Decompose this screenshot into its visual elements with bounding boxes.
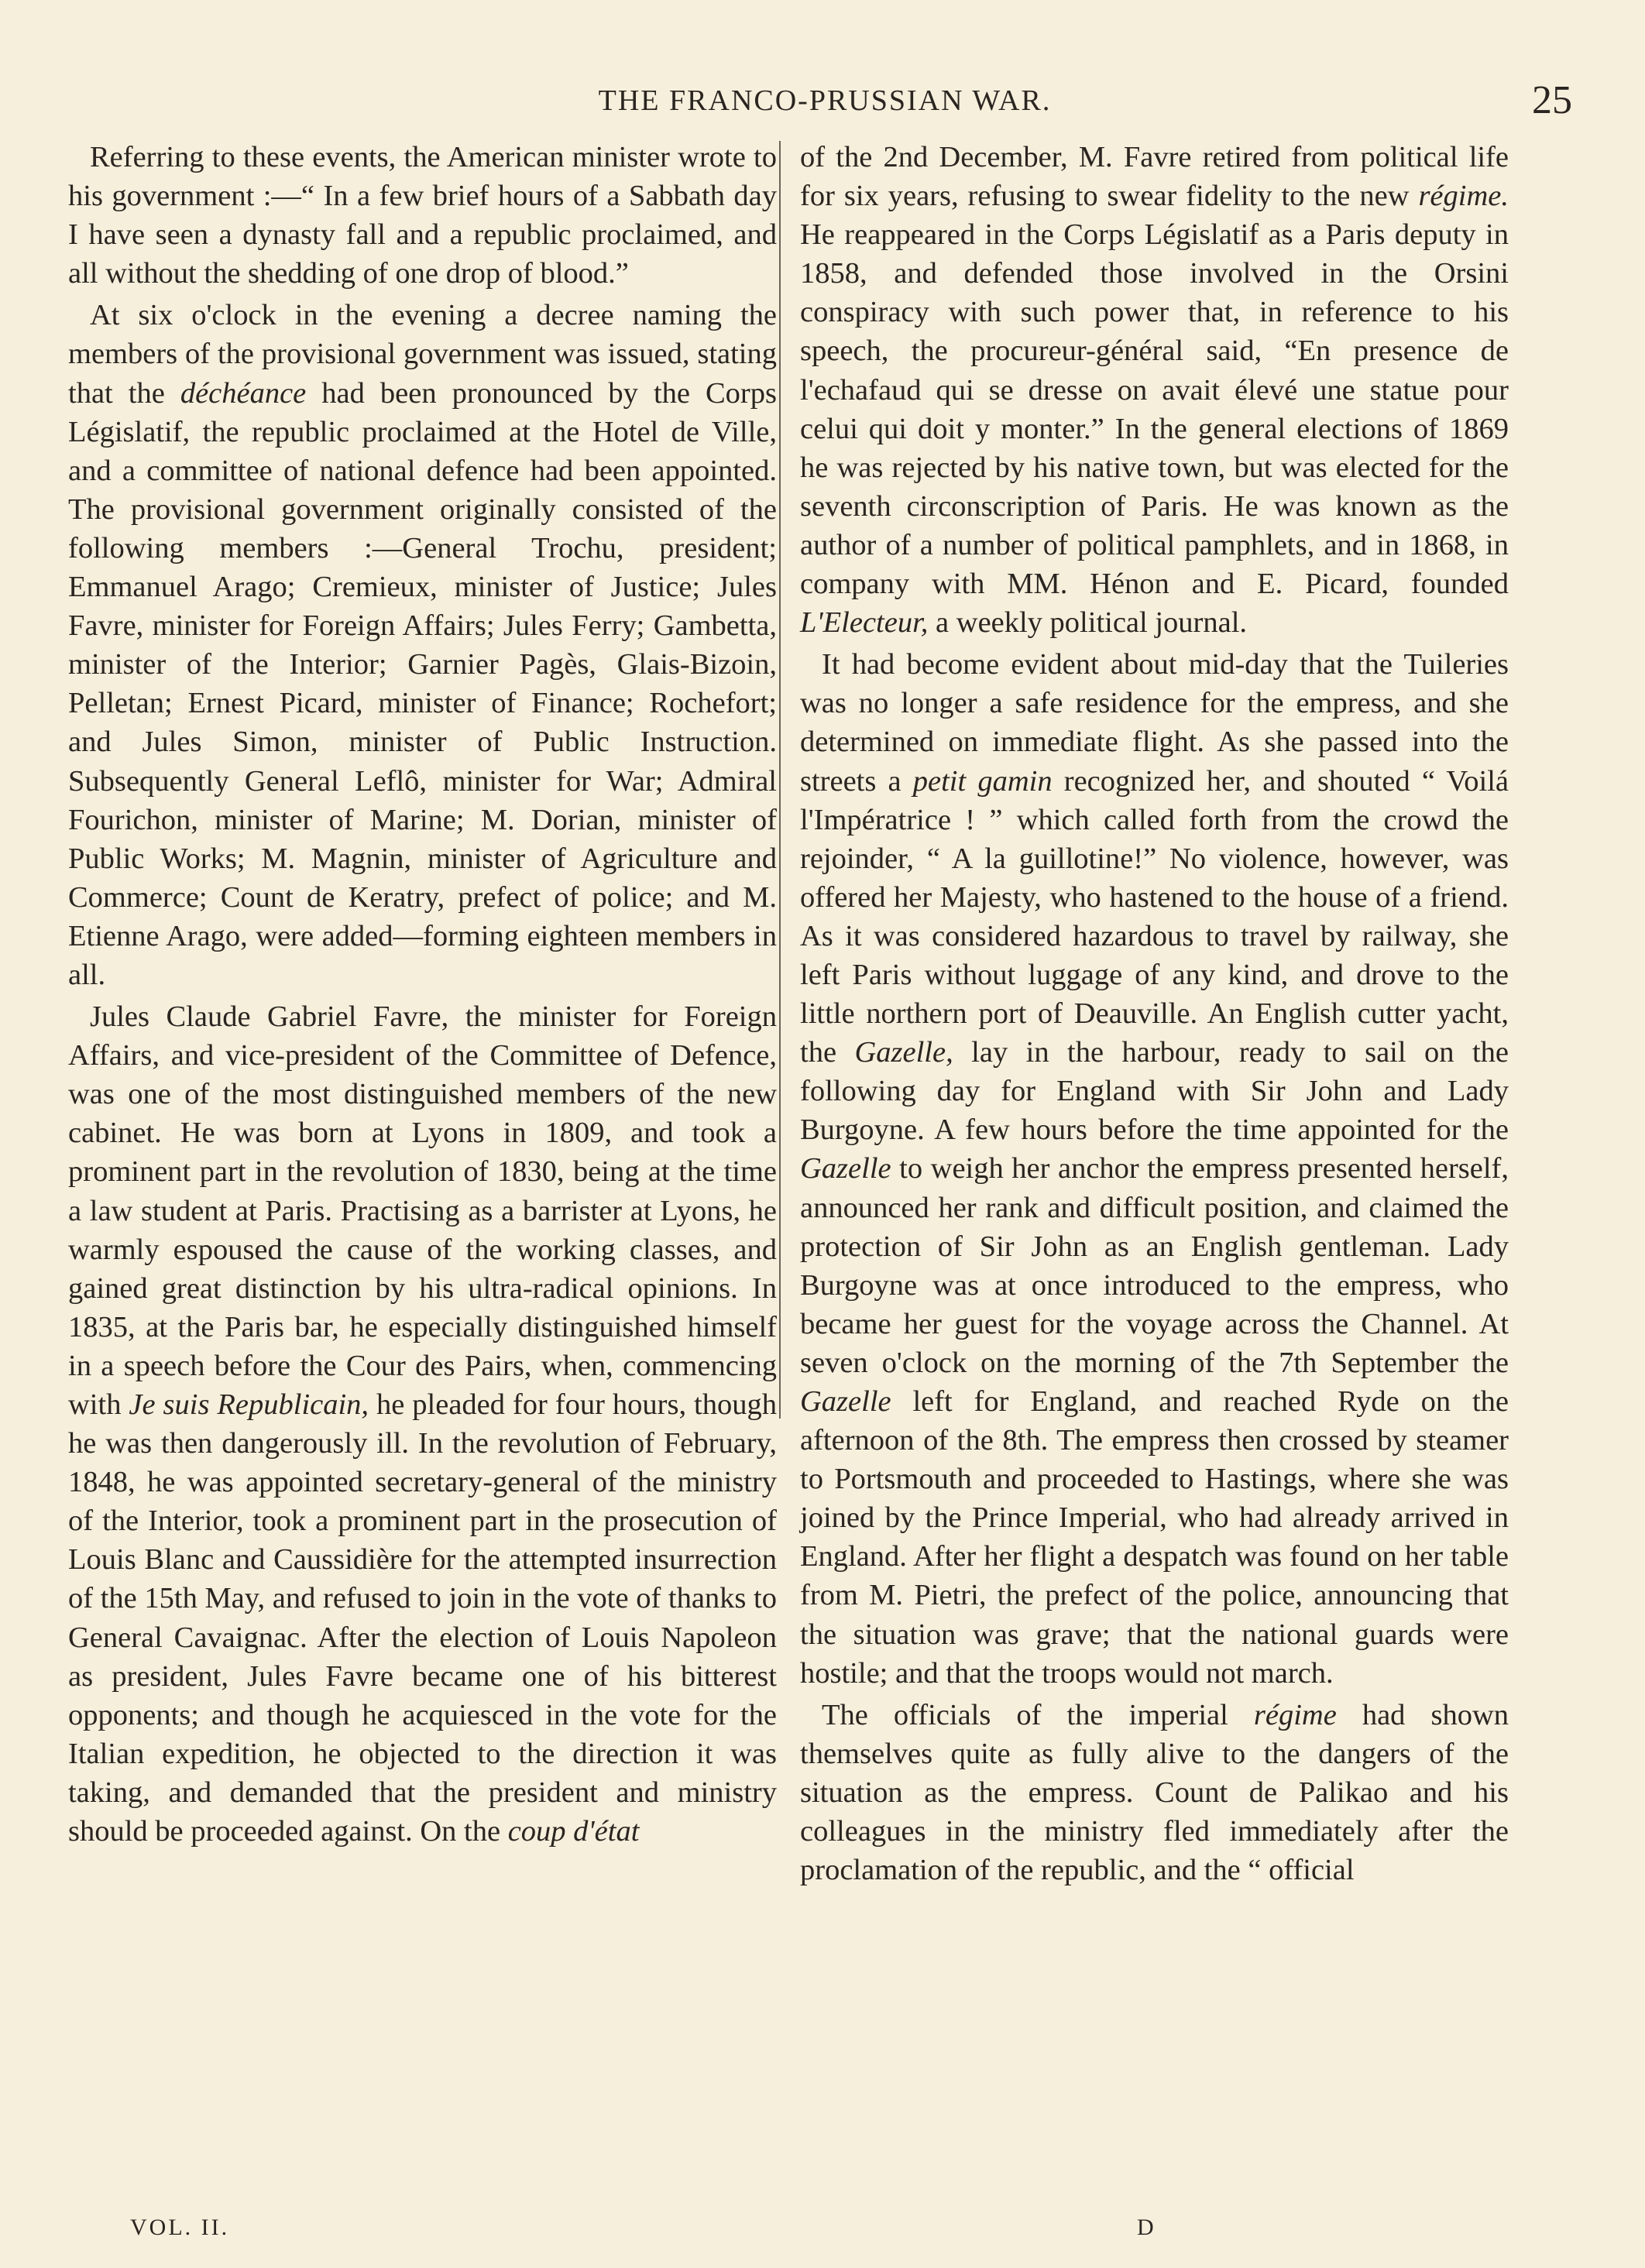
right-column	[800, 138, 1509, 1889]
text-run: He reappeared in the Corps Législatif as a Paris deputy in 1858, and defended those involved in the Orsini conspiracy with such power that, in reference to his speech, the procureur-général said, “En presence de l'echafaud qui se dresse on avait élevé une statue pour celui qui doit y monter.” In the general elections of 1869 he was rejected by his native town, but was elected for the seventh circonscription of Paris. He was known as the author of a number of political pamphlets, and in 1868, in company with MM. Hénon and E. Picard, founded	[800, 218, 1509, 601]
signature-mark: D	[1137, 2215, 1154, 2240]
text-run: lay in the harbour, ready to sail on the following day for England with Sir John and Lady Burgoyne. A few hours before the time appointed for the	[800, 1036, 1509, 1147]
paragraph: Referring to these events, the American minister wrote to his government :—“ In a few brief hours of a Sabbath day I have seen a dynasty fall and a republic proclaimed, and all without the shedding of one drop of blood.”	[68, 141, 777, 290]
text-run: At six o'clock in the evening a decree naming the members of the provisional government was issued, stating that the	[68, 299, 777, 410]
italic-text: déchéance	[180, 376, 307, 410]
left-column	[68, 138, 777, 1851]
text-run: Jules Claude Gabriel Favre, the minister for Foreign Affairs, and vice-president of the Committee of Defence, was one of the most distinguished members of the new cabinet. He was born at Lyons in 1809, and took a prominent part in the revolution of 1830, being at the time a law student at Paris. Practising as a barrister at Lyons, he warmly espoused the cause of the working classes, and gained great distinction by his ultra-radical opinions. In 1835, at the Paris bar, he especially distinguished himself in a speech before the Cour des Pairs, when, commencing with	[68, 1000, 777, 1421]
paragraph	[68, 296, 777, 994]
text-run: It had become evident about mid-day that the Tuileries was no longer a safe residence for the empress, and she determined on immediate flight. As she passed into the streets a	[800, 648, 1509, 798]
paragraph	[800, 1696, 1509, 1889]
italic-text: Gazelle	[800, 1385, 891, 1418]
italic-text: petit gamin	[912, 764, 1053, 798]
paragraph	[800, 138, 1509, 642]
italic-text: régime	[1253, 1698, 1337, 1731]
running-title: THE FRANCO-PRUSSIAN WAR.	[598, 84, 1052, 117]
text-run: of the 2nd December, M. Favre retired from political life for six years, refusing to swear fidelity to the new	[800, 141, 1509, 213]
text-run: The officials of the imperial	[822, 1698, 1254, 1731]
text-run: left for England, and reached Ryde on the afternoon of the 8th. The empress then crossed by steamer to Portsmouth and proceeded to Hastings, where she was joined by the Prince Imperial, who had already arrived in England. After her flight a despatch was found on her table from M. Pietri, the prefect of the police, announcing that the situation was grave; that the national guards were hostile; and that the troops would not march.	[800, 1385, 1509, 1690]
italic-text: coup d'état	[507, 1815, 640, 1848]
paragraph	[800, 645, 1509, 1693]
text-run: had shown themselves quite as fully alive to the dangers of the situation as the empress. Count de Palikao and his colleagues in the ministry fled immediately after the proclamation of the republic, and the “ official	[800, 1698, 1509, 1887]
italic-text: L'Electeur,	[800, 606, 929, 640]
text-run: a weekly political journal.	[928, 606, 1248, 640]
text-run: to weigh her anchor the empress presented herself, announced her rank and difficult position, and claimed the protection of Sir John as an English gentleman. Lady Burgoyne was at once introduced to the empress, who became her guest for the voyage across the Channel. At seven o'clock on the morning of the 7th September the	[800, 1152, 1509, 1379]
italic-text: Je suis Republicain,	[129, 1388, 369, 1421]
italic-text: Gazelle,	[854, 1036, 953, 1069]
text-run: had been pronounced by the Corps Législatif, the republic proclaimed at the Hotel de Ville, and a committee of national defence had been appointed. The provisional government originally consisted of the following members :—General Trochu, president; Emmanuel Arago; Cremieux, minister of Justice; Jules Favre, minister for Foreign Affairs; Jules Ferry; Gambetta, minister of the Interior; Garnier Pagès, Glais-Bizoin, Pelletan; Ernest Picard, minister of Finance; Rochefort; and Jules Simon, minister of Public Instruction. Subsequently General Leflô, minister for War; Admiral Fourichon, minister of Marine; M. Dorian, minister of Public Works; M. Magnin, minister of Agriculture and Commerce; Count de Keratry, prefect of police; and M. Etienne Arago, were added—forming eighteen members in all.	[68, 376, 777, 991]
italic-text: régime.	[1418, 180, 1509, 213]
italic-text: Gazelle	[800, 1152, 891, 1185]
text-run: he pleaded for four hours, though he was then dangerously ill. In the revolution of February, 1848, he was appointed secretary-general of the ministry of the Interior, took a prominent part in the prosecution of Louis Blanc and Caussidière for the attempted insurrection of the 15th May, and refused to join in the vote of thanks to General Cavaignac. After the election of Louis Napoleon as president, Jules Favre became one of his bitterest opponents; and though he acquiesced in the vote for the Italian expedition, he objected to the direction it was taking, and demanded that the president and ministry should be proceeded against. On the	[68, 1388, 777, 1848]
paragraph	[68, 997, 777, 1851]
page-header	[77, 78, 1572, 130]
column-rule	[779, 141, 781, 1419]
page-number: 25	[1532, 78, 1572, 122]
volume-marker: VOL. II.	[130, 2215, 230, 2240]
text-run: recognized her, and shouted “ Voilá l'Impératrice ! ” which called forth from the crowd the rejoinder, “ A la guillotine!” No violence, however, was offered her Majesty, who hastened to the house of a friend. As it was considered hazardous to travel by railway, she left Paris without luggage of any kind, and drove to the little northern port of Deauville. An English cutter yacht, the	[800, 764, 1509, 1069]
